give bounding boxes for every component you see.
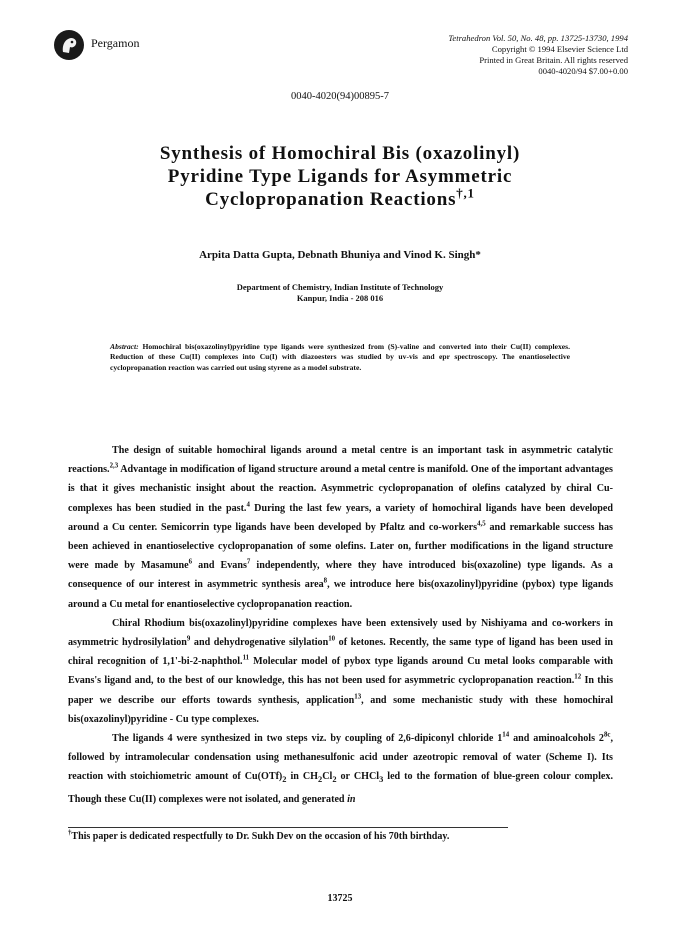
title-line-2: Pyridine Type Ligands for Asymmetric: [167, 166, 513, 187]
abstract: [110, 342, 570, 373]
citation-ref: 9: [186, 635, 191, 643]
body-text-run: The design of suitable homochiral ligands around a metal centre is an important task in asymmetric catalytic reactions.: [68, 445, 613, 476]
body-text-run: in: [347, 793, 356, 805]
title-line-3-text: Cyclopropanation Reactions: [205, 189, 457, 210]
citation-ref: 7: [246, 558, 251, 566]
citation-ref: 12: [574, 674, 582, 682]
body-text-run: During the last few years, a variety of homochiral ligands have been developed around a Cu center. Semicorrin type ligands have been developed by Pfaltz and co-workers: [68, 502, 613, 533]
affiliation-line-2: Kanpur, India - 208 016: [296, 293, 384, 303]
citation-ref: 13: [354, 693, 362, 701]
footnote-rule: [68, 827, 508, 828]
body-text-run: and aminoalcohols 2: [509, 733, 604, 745]
publisher-name: Pergamon: [91, 36, 140, 50]
citation-ref: 10: [328, 635, 336, 643]
citation-ref: 8c: [603, 731, 611, 739]
title-line-1: Synthesis of Homochiral Bis (oxazolinyl): [159, 143, 521, 164]
body-text-run: in CH: [286, 771, 319, 783]
copyright-line: Copyright © 1994 Elsevier Science Ltd: [491, 44, 628, 54]
citation-ref: 4,5: [477, 520, 486, 528]
affiliation-line-1: Department of Chemistry, Indian Institute of Technology: [236, 282, 444, 292]
body-text-run: and Evans: [192, 560, 247, 572]
body-text-run: of ketones. Recently, the same type of ligand has been used in chiral recognition of 1,1'-bi-2-naphthol.: [68, 637, 613, 668]
body-text: [68, 441, 613, 809]
body-text-run: led to the formation of blue-green colour complex. Though these Cu(II) complexes were not isolated, and generated: [68, 771, 613, 805]
footnote: [68, 831, 449, 842]
subscript: 2: [318, 775, 323, 785]
pergamon-emblem-icon: [54, 30, 84, 60]
abstract-heading: Abstract:: [110, 342, 139, 351]
body-text-run: , followed by intramolecular condensation using methanesulfonic acid under azeotropic removal of water (Scheme I). Its reaction with stoichiometric amount of Cu(OTf): [68, 733, 613, 783]
citation-ref: 2,3: [109, 462, 119, 470]
body-text-run: and dehydrogenative silylation: [190, 637, 329, 649]
body-text-run: Molecular model of pybox type ligands around Cu metal looks comparable with Evans's ligand and, to the best of our knowledge, this has not been used for asymmetric cyclopropanation reaction.: [68, 656, 614, 687]
printed-line: Printed in Great Britain. All rights reserved: [479, 55, 628, 65]
paragraph-3: [68, 729, 613, 809]
body-text-run: and remarkable success has been achieved in enantioselective cyclopropanation of some olefins. Later on, further modifications in the ligand structure were made by Masamune: [68, 521, 613, 572]
subscript: 2: [282, 775, 287, 785]
citation-ref: 4: [246, 501, 250, 509]
journal-citation: Tetrahedron Vol. 50, No. 48, pp. 13725-13730, 1994: [448, 33, 628, 43]
citation-ref: 8: [323, 578, 328, 586]
price-code: 0040-4020/94 $7.00+0.00: [538, 66, 628, 76]
doi-code: 0040-4020(94)00895-7: [291, 91, 389, 102]
body-text-run: In this paper we describe our efforts towards synthesis, application: [68, 675, 614, 706]
author-list: Arpita Datta Gupta, Debnath Bhuniya and Vinod K. Singh*: [199, 249, 481, 261]
body-text-run: , and some mechanistic study with these homochiral bis(oxazolinyl)pyridine - Cu type complexes.: [68, 694, 613, 725]
citation-ref: 11: [242, 654, 250, 662]
title-footnote-mark: †,1: [456, 185, 475, 201]
footnote-text: This paper is dedicated respectfully to Dr. Sukh Dev on the occasion of his 70th birthday.: [71, 831, 450, 842]
paragraph-1: [68, 441, 613, 614]
body-text-run: , we introduce here bis(oxazolinyl)pyridine (pybox) type ligands around a Cu metal for enantioselective cyclopropanation reaction.: [68, 579, 614, 610]
citation-ref: 6: [188, 558, 193, 566]
body-text-run: or CHCl: [336, 771, 380, 783]
citation-ref: 14: [502, 731, 510, 739]
body-text-run: Advantage in modification of ligand structure around a metal centre is manifold. One of the important advantages is that it gives mechanistic insight about the reaction. Asymmetric cyclopropanation of olefins catalyzed by chiral Cu-complexes has been studied in the past.: [68, 464, 613, 514]
abstract-text: Homochiral bis(oxazolinyl)pyridine type ligands were synthesized from (S)-valine and converted into their Cu(II) complexes. Reduction of these Cu(II) complexes into Cu(I) with diazoesters was studied by uv-vis and epr spectroscopy. The enantioselective cyclopropanation reaction was carried out using styrene as a model substrate.: [110, 342, 570, 372]
body-text-run: independently, where they have introduced bis(oxazoline) type ligands. As a consequence of our interest in asymmetric synthesis area: [68, 560, 613, 591]
paragraph-2: [68, 614, 613, 729]
page-number: 13725: [327, 893, 353, 904]
article-title: [80, 142, 600, 211]
journal-info: [358, 33, 628, 77]
body-text-run: Cl: [322, 771, 333, 783]
subscript: 3: [379, 775, 384, 785]
subscript: 2: [332, 775, 337, 785]
footnote-mark: †: [68, 829, 72, 837]
publisher-logo: [54, 30, 84, 60]
body-text-run: The ligands 4 were synthesized in two steps viz. by coupling of 2,6-dipiconyl chloride 1: [112, 733, 503, 745]
affiliation: [0, 282, 680, 304]
body-text-run: Chiral Rhodium bis(oxazolinyl)pyridine complexes have been extensively used by Nishiyama and co-workers in asymmetric hydrosilylation: [68, 617, 613, 649]
title-line-3: [80, 185, 600, 211]
